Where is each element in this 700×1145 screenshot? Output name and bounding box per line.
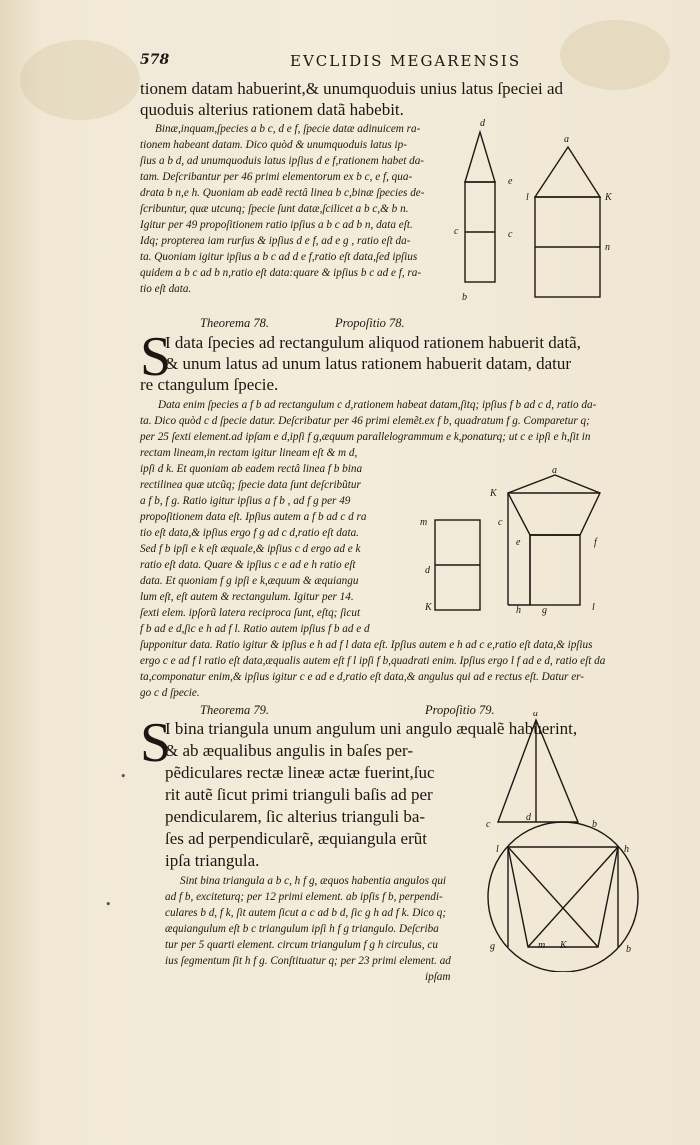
figure-label: K (425, 602, 432, 613)
drop-cap: S (140, 326, 172, 388)
theorem-label: Theorema 79. (200, 703, 269, 717)
proof-line: tio eſt data,& ipſius ergo f g ad c d,ratio eſt data. (140, 527, 359, 539)
proof-line: go c d ſpecie. (140, 687, 200, 699)
figure-shape (508, 847, 618, 947)
figure-label: K (560, 940, 567, 951)
figure-label: l (496, 844, 499, 855)
proof-line: data. Et quoniam f g ipſi e k,æquum & æquiangu (140, 575, 359, 587)
proof-line: Binæ,inquam,ſpecies a b c, d e f, ſpecie datæ adinuicem ra- (155, 123, 421, 135)
proof-line: rectam lineam,in rectam igitur lineam eſt & m d, (140, 447, 358, 459)
theorem-label: Theorema 78. (200, 316, 269, 330)
body-line: I bina triangula unum angulum uni angulo æqualẽ habuerint, (165, 719, 578, 738)
propositio-label: Propoſitio 79. (425, 703, 495, 717)
figure-label: m (420, 517, 428, 528)
page-number: 578 (140, 52, 170, 68)
proof-line: ratio eſt data. Quare & ipſius c e ad e h ratio eſt (140, 559, 356, 571)
body-line: I data ſpecies ad rectangulum aliquod rationem habuerit datã, (165, 333, 581, 352)
proof-line: ſcribuntur, quæ utcunq; ſpecie ſunt datæ,ſcilicet a b c,& b n. (140, 203, 409, 215)
body-line: tionem datam habuerint,& unumquoduis unius latus ſpeciei ad (140, 79, 564, 98)
figure-shape (498, 720, 578, 822)
figure-shape (508, 475, 600, 535)
figure-label: b (626, 944, 631, 955)
running-head: EVCLIDIS MEGARENSIS (290, 52, 522, 70)
proof-line: Sint bina triangula a b c, h f g, æquos habentia angulos qui (180, 875, 447, 887)
proof-line: culares b d, f k, ſit autem ſicut a c ad b d, ſic g h ad f k. Dico q; (165, 907, 447, 919)
figure-shape (465, 132, 495, 182)
drop-cap: S (140, 712, 172, 774)
proof-line: lum eſt, eſt autem & rectangulum. Igitur per 14. (140, 591, 354, 603)
proof-line: ſexti elem. ipſorũ latera reciproca ſunt, eſtq; ſicut (140, 607, 361, 619)
figure-shape (535, 147, 600, 197)
figure-label: a (533, 712, 538, 719)
proof-line: ta. Quoniam igitur ipſius a b c ad d e f,ratio eſt data,ſed ipſius (140, 251, 418, 263)
proof-line: tur per 5 quarti element. circum triangulum f g h circulus, cu (165, 939, 438, 951)
figure-label: h (516, 605, 521, 616)
body-line: pendicularem, ſic alterius trianguli ba- (165, 807, 426, 826)
proof-line: ipſam (425, 971, 451, 983)
page-header (140, 52, 660, 72)
figure-label: c (486, 819, 491, 830)
proof-line: ergo c e ad f l ratio eſt data,æqualis autem eſt f l ipſi f b,quadrati enim. Ipſius ergo l f ad e d, ratio eſt da (140, 655, 606, 667)
body-line: quoduis alterius rationem datã habebit. (140, 100, 404, 119)
figure-label: l (526, 192, 529, 203)
proof-line: tio eſt data. (140, 283, 192, 295)
figure-label: c (498, 517, 503, 528)
body-line: & unum latus ad unum latus rationem habuerit datam, datur (165, 354, 572, 373)
body-line: rit autẽ ſicut primi trianguli baſis ad per (165, 785, 433, 804)
proof-line: ſupponitur data. Ratio igitur & ipſius e h ad f l data eſt. Ipſius autem e h ad c e,ratio eſt data,& ipſius (140, 639, 593, 651)
figure-rectangles (420, 465, 660, 625)
figure-shape (530, 535, 580, 605)
body-line: & ab æqualibus angulis in baſes per- (165, 741, 414, 760)
proof-line: ius ſegmentum ſit h f g. Conſtituatur q; per 23 primi element. ad (165, 955, 451, 967)
proof-line: Igitur per 49 propoſitionem ratio ipſius a b c ad b n, data eſt. (140, 219, 413, 231)
proof-line: ipſi d k. Et quoniam ab eadem rectâ linea f b bina (140, 463, 363, 475)
figure-label: d (480, 118, 485, 129)
proof-line: ad f b, exciteturq; per 12 primi element. ab ipſis f b, perpendi- (165, 891, 443, 903)
margin-mark: • (105, 898, 112, 911)
figure-label: c (508, 229, 513, 240)
propositio-label: Propoſitio 78. (335, 316, 405, 330)
proof-line: f b ad e d,ſic e h ad f l. Ratio autem ipſius f b ad e d (140, 623, 370, 635)
figure-label: b (592, 819, 597, 830)
figure-pentagons (450, 112, 650, 312)
proof-line: quidem a b c ad b n,ratio eſt data:quare & ipſius b c ad e f, ra- (140, 267, 422, 279)
body-line: pẽdiculares rectæ lineæ actæ fuerint,ſuc (165, 763, 435, 782)
figure-label: g (490, 941, 495, 952)
figure-label: K (605, 192, 612, 203)
proof-line: propoſitionem data eſt. Ipſius autem a f b ad c d ra (140, 511, 367, 523)
figure-label: l (592, 602, 595, 613)
proof-line: ta,componatur enim,& ipſius igitur c e ad e d,ratio eſt data,& angulus qui ad e rectus eſt. Datur er- (140, 671, 585, 683)
body-line: ſes ad perpendicularẽ, æquiangula erũt (165, 829, 427, 848)
figure-label: d (526, 812, 531, 823)
proof-line: tionem habeant datam. Dico quòd & unumquoduis latus ip- (140, 139, 407, 151)
paper-stain (20, 40, 140, 120)
figure-label: h (624, 844, 629, 855)
proof-line: ta. Dico quòd c d ſpecie datur. Deſcribatur per 46 primi elemẽt.ex f b, quadratum f g. Comparetur q; (140, 415, 590, 427)
proof-line: Data enim ſpecies a f b ad rectangulum c d,rationem habeat datam,ſitq; ipſius f b ad c d, ratio da- (158, 399, 597, 411)
figure-label: a (552, 465, 557, 476)
figure-label: d (425, 565, 430, 576)
body-line: re ctangulum ſpecie. (140, 375, 279, 394)
proof-line: ſius a b d, ad unumquoduis latus ipſius d e f,rationem habet da- (140, 155, 425, 167)
body-line: ipſa triangula. (165, 851, 260, 870)
figure-label: e (508, 176, 513, 187)
figure-label: c (454, 226, 459, 237)
figure-label: f (594, 537, 597, 548)
figure-label: e (516, 537, 521, 548)
proof-line: Sed f b ipſi e k eſt æquale,& ipſius c d ergo ad e k (140, 543, 361, 555)
proof-line: a f b, f g. Ratio igitur ipſius a f b , ad f g per 49 (140, 495, 351, 507)
proof-line: drata b n,e h. Quoniam ab eadẽ rectâ linea b c,binæ ſpecies de- (140, 187, 425, 199)
proof-line: æquiangulum eſt b c triangulum ipſi h f g triangulo. Deſcriba (165, 923, 439, 935)
proof-line: tam. Deſcribantur per 46 primi elementorum ex b c, e f, qua- (140, 171, 413, 183)
figure-shape (528, 847, 618, 947)
proof-line: per 25 ſexti element.ad ipſam e d,ipſi f g,æquum parallelogrammum e k,ponaturq; ut c e ipſi e h,ſit in (140, 431, 591, 443)
figure-shape (508, 847, 598, 947)
proof-line: rectilinea quæ utcũq; ſpecie data ſunt deſcribũtur (140, 479, 361, 491)
figure-label: K (490, 488, 497, 499)
figure-label: b (462, 292, 467, 303)
margin-mark: • (120, 770, 127, 783)
figure-label: n (605, 242, 610, 253)
figure-label: g (542, 605, 547, 616)
figure-triangle-circle (478, 712, 648, 972)
figure-label: m (538, 940, 546, 951)
figure-label: a (564, 134, 569, 145)
proof-line: Idq; propterea iam rurſus & ipſius d e f, ad e g , ratio eſt da- (140, 235, 411, 247)
